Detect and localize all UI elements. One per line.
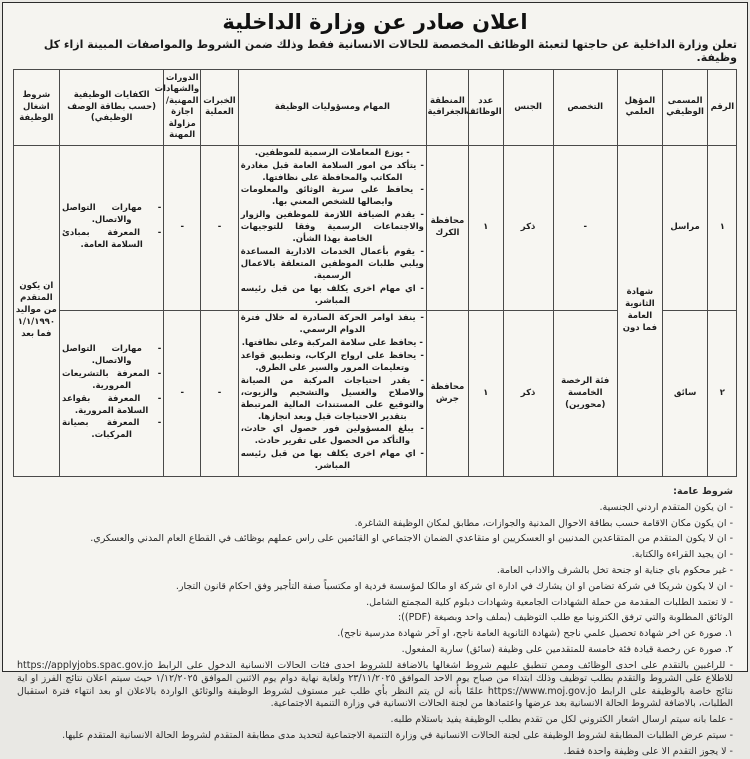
cell-number: ١ xyxy=(708,145,737,311)
competency-item: - مهارات التواصل والاتصال. xyxy=(62,344,162,366)
col-header-vacancies: عدد الوظائف xyxy=(468,70,503,146)
tasks-list xyxy=(241,313,424,473)
note-line: - لا يجوز التقدم الا على وظيفة واحدة فقط. xyxy=(563,745,733,757)
cell-occupancy-condition: ان يكون المتقدم من مواليد ١/١/١٩٩٠ فما بعد xyxy=(13,145,59,476)
cell-competencies xyxy=(60,311,164,477)
competency-item: - المعرفة بقواعد السلامة المرورية. xyxy=(62,393,162,416)
general-conditions-section xyxy=(9,477,741,759)
task-item: - يتأكد من امور السلامة العامة قبل مغادرة المكاتب والمحافظة على نظافتها. xyxy=(240,160,424,183)
cell-experience: - xyxy=(201,311,239,477)
cell-courses: - xyxy=(164,311,201,477)
cell-tasks xyxy=(238,145,426,311)
note-line: - ان يجيد القراءة والكتابة. xyxy=(631,549,733,561)
col-header-tasks: المهام ومسؤوليات الوظيفة xyxy=(238,70,426,146)
cell-specialization: - xyxy=(553,145,617,311)
general-conditions-notes xyxy=(17,502,733,759)
note-line: - ان لا يكون المتقدم من المتقاعدين المدنيين او العسكريين او متقاعدي الضمان الاجتماعي او القائمين على راس عملهم بوظائف في القطاع العام المدني والعسكري. xyxy=(90,533,733,545)
jobs-table xyxy=(13,69,738,477)
note-line: - سيتم عرض الطلبات المطابقة لشروط الوظيفة على لجنة الحالات الانسانية في وزارة التنمية الاجتماعية لتحديد مدى مطابقة المتقدم لشروط الحالة الانسانية المتقدم عليها. xyxy=(62,729,733,741)
task-item: - يقدم الضيافة اللازمة للموظفين والزوار والاجتماعات الرسمية وفقا للتوجيهات الخاصة بهذا الشأن. xyxy=(240,210,424,245)
task-item: - يحافظ على سلامة المركبة وعلى نظافتها. xyxy=(241,338,423,349)
task-item: - يحافظ على ارواح الركاب، وتطبيق قواعد وتعليمات المرور والسير على الطرق. xyxy=(240,351,424,373)
competency-item: - مهارات التواصل والاتصال. xyxy=(62,203,162,226)
task-item: - اي مهام اخرى يكلف بها من قبل رئيسه المباشر. xyxy=(240,449,424,472)
cell-gender: ذكر xyxy=(503,145,553,311)
col-header-job-title: المسمى الوظيفي xyxy=(662,70,708,146)
page-subtitle: تعلن وزارة الداخلية عن حاجتها لتعبئة الوظائف المخصصة للحالات الانسانية فقط وذلك ضمن الشروط والمواصفات المبينة ازاء كل وظيفة. xyxy=(43,38,737,64)
col-header-competencies: الكفايات الوظيفية (حسب بطاقة الوصف الوظيفي) xyxy=(60,70,164,146)
cell-number: ٢ xyxy=(708,311,737,477)
general-conditions-heading: شروط عامة: xyxy=(673,485,733,497)
note-line: - ان يكون المتقدم اردني الجنسية. xyxy=(599,501,733,513)
task-item: - يحافظ على سرية الوثائق والمعلومات وايصالها للشخص المعني بها. xyxy=(240,185,424,208)
cell-tasks xyxy=(238,311,426,477)
cell-region: محافظة الكرك xyxy=(426,145,468,311)
note-line: - ان لا يكون شريكا في شركة تضامن او ان يشارك في ادارة اي شركة او مالكا لمؤسسة فردية او مكتسباً صفة التأجير وفق احكام قانون التجار. xyxy=(175,580,733,592)
table-header-row xyxy=(13,70,737,146)
announcement-page xyxy=(2,2,748,757)
cell-gender: ذكر xyxy=(503,311,553,477)
note-line: - علما بانه سيتم ارسال اشعار الكتروني لكل من تقدم بطلب الوظيفة يفيد باستلام طلبه. xyxy=(390,714,733,726)
col-header-region: المنطقة الجغرافية xyxy=(426,70,468,146)
task-item: - يقوم بأعمال الخدمات الادارية المساعدة ويلبي طلبات الموظفين المتعلقة بالاعمال الرسمية. xyxy=(240,246,424,281)
task-item: - يبلغ المسؤولين فور حصول اي حادث، والتأكد من الحصول على تقرير حادث. xyxy=(240,424,424,447)
cell-job-title: مراسل xyxy=(662,145,708,311)
cell-region: محافظة جرش xyxy=(426,311,468,477)
competencies-list xyxy=(62,203,161,252)
task-item: - يقدر احتياجات المركبة من الصيانة والاصلاح والغسيل والتشحيم والزيوت، والتوقيع على المستندات المالية المرتبطة بتقدير الاحتياجات قبل وبعد انجازها. xyxy=(240,375,424,422)
table-row-courier xyxy=(13,145,737,311)
col-header-specialization: التخصص xyxy=(553,70,617,146)
cell-experience: - xyxy=(201,145,239,311)
competencies-list xyxy=(62,344,161,442)
note-line: ١. صورة عن اخر شهادة تحصيل علمي ناجح (شهادة الثانوية العامة ناجح، او آخر شهادة مدرسية ناجح). xyxy=(337,628,733,640)
cell-job-title: سائق xyxy=(662,311,708,477)
task-item: - يوزع المعاملات الرسمية للموظفين. xyxy=(254,147,410,158)
col-header-number: الرقم xyxy=(708,70,737,146)
note-line: - غير محكوم باي جناية او جنحة تخل بالشرف والاداب العامة. xyxy=(496,565,733,577)
col-header-qualification: المؤهل العلمي xyxy=(617,70,662,146)
competency-item: - المعرفة بالتشريعات المرورية. xyxy=(62,368,162,391)
note-line: ٢. صورة عن رخصة قيادة فئة خامسة للمتقدمين على وظيفة (سائق) سارية المفعول. xyxy=(401,644,733,656)
note-line: - لا تعتمد الطلبات المقدمة من حملة الشهادات الجامعية وشهادات دبلوم كلية المجمتع الشامل. xyxy=(366,596,733,608)
col-header-experience: الخبرات العملية xyxy=(201,70,239,146)
task-item: - اي مهام اخرى يكلف بها من قبل رئيسه المباشر. xyxy=(240,283,424,306)
page-title: اعلان صادر عن وزارة الداخلية xyxy=(222,10,528,34)
cell-vacancies: ١ xyxy=(468,311,503,477)
competency-item: - المعرفة بمبادئ السلامة العامة. xyxy=(62,228,162,250)
col-header-courses: الدورات والشهادات المهنية/ اجازة مزاولة المهنة xyxy=(164,70,201,146)
cell-courses: - xyxy=(164,145,201,311)
cell-qualification: شهادة الثانوية العامة فما دون xyxy=(617,145,662,476)
competency-item: - المعرفة بصيانة المركبات. xyxy=(62,418,162,441)
note-line: - ان يكون مكان الاقامة حسب بطاقة الاحوال المدنية والجوازات، مطابق لمكان الوظيفة الشاغرة. xyxy=(354,517,733,529)
task-item: - ينفذ اوامر الحركة الصادرة له خلال فترة الدوام الرسمي. xyxy=(240,313,424,336)
col-header-gender: الجنس xyxy=(503,70,553,146)
cell-competencies xyxy=(60,145,164,311)
tasks-list xyxy=(241,148,424,308)
cell-vacancies: ١ xyxy=(468,145,503,311)
note-line: - للراغبين بالتقدم على احدى الوظائف وممن تنطبق عليهم شروط اشغالها بالاضافة للشروط احدى فئات الحالات الانسانية الدخول على الرابط https://applyjobs.spac.gov.jo للاطلاع على الشروط والتقدم بطلب توظيف وذلك ابتداء من صباح يوم الاحد الموافق ٢٣/١١/٢٠٢٥ ولغاية نهاية دوام يوم الاثنين الموافق ١/١٢/٢٠٢٥ حيث سيتم اعلان نتائج الفرز او اية نتائج خاصة بالوظيفة على الرابط https://www.moj.gov.jo علمًا بأنه لن يتم النظر بأي طلب غير مستوف لشروط الوظيفة والوثائق الواردة بالاعلان او بعد انتهاء فترة استقبال الطلبات، بالاضافة لشروط الحالة الانسانية بعد عرضها واعتمادها من لجنة الحالات الانسانية في وزارة التنمية الاجتماعية. xyxy=(17,659,733,710)
col-header-occupancy-conditions: شروط اشغال الوظيفة xyxy=(13,70,59,146)
cell-specialization: فئة الرخصة الخامسة (محورين) xyxy=(553,311,617,477)
note-line: الوثائق المطلوبة والتي ترفق الكترونيا مع طلب التوظيف (بملف واحد وبصيغة (PDF)): xyxy=(397,612,733,624)
